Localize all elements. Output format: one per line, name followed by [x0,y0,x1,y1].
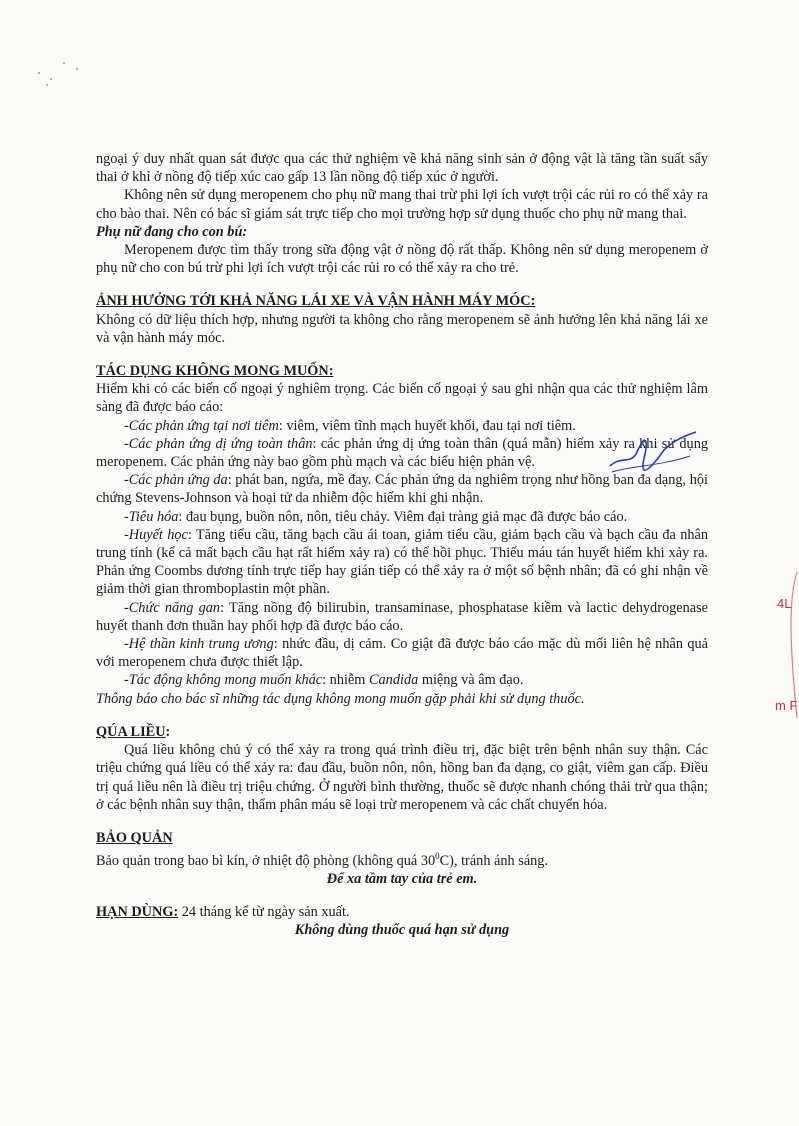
storage-warning: Để xa tầm tay của trẻ em. [326,871,478,888]
stamp-fragment-red [775,568,799,728]
stamp-text: m F [775,698,798,713]
nursing-text: Meropenem được tìm thấy trong sữa động vật ở nồng độ rất thấp. Không nên sử dụng meropenem ở phụ nữ cho con bú trừ phi lợi ích vượt trội các rủi ro có thể xảy ra cho trẻ. [96,242,708,277]
expiry-text: 24 tháng kể từ ngày sản xuất. [178,904,350,921]
adverse-item-text: : viêm, viêm tĩnh mạch huyết khối, đau tại nơi tiêm. [278,417,576,434]
expiry-warning: Không dùng thuốc quá hạn sử dụng [294,922,510,939]
overdose-heading [96,723,708,741]
storage-text [96,847,708,870]
document-body [96,150,708,940]
expiry-line [96,903,708,921]
adverse-item-text: : các phản ứng dị ứng toàn thân (quá mẫn) hiếm xảy ra khi sử dụng meropenem. Các phản ứng này bao gồm phù mạch và các biểu hiện phản vệ. [96,435,708,471]
adverse-item-text: : nhiễm [322,672,369,689]
scan-artifact [36,58,86,88]
adverse-item-text: : Tăng tiểu cầu, tăng bạch cầu ái toan, giảm tiểu cầu, giảm bạch cầu và bạch cầu đa nhân trung tính (kể cả mất bạch cầu hạt rất hiếm xảy ra) có thể hồi phục. Thiếu máu tán huyết hiếm khi xảy ra. Phản ứng Coombs dương tính trực tiếp hay gián tiếp có thể xảy ra ở một số bệnh nhân; đã có ghi nhận về giảm thời gian thromboplastin một phần. [96,526,709,598]
driving-title: ẢNH HƯỞNG TỚI KHẢ NĂNG LÁI XE VÀ VẬN HÀNH MÁY MÓC: [96,293,536,310]
adverse-item [96,526,708,599]
adverse-item-label: -Tác động không mong muốn khác [124,672,323,689]
adverse-item-text: : nhức đầu, dị cảm. Co giật đã được báo cáo mặc dù mối liên hệ nhân quả với meropenem chưa được thiết lập. [96,636,708,671]
candida-term: Candida [369,672,419,689]
nursing-title: Phụ nữ đang cho con bú: [96,223,248,240]
storage-title: BẢO QUẢN [96,829,173,846]
adverse-item-label: -Huyết học [124,526,188,543]
handwritten-signature-mark [600,426,740,486]
adverse-item-label: -Các phản ứng dị ứng toàn thân [124,435,313,452]
stamp-text: 4L [777,596,792,611]
adverse-intro: Hiếm khi có các biến cố ngoại ý nghiêm trọng. Các biến cố ngoại ý sau ghi nhận qua các thử nghiệm lâm sàng đã được báo cáo: [96,381,708,416]
storage-text-end: C), tránh ánh sáng. [439,852,549,869]
overdose-title: QÚA LIỀU [96,723,166,740]
storage-text-main: Bảo quản trong bao bì kín, ở nhiệt độ phòng (không quá 30 [96,852,436,869]
pregnancy-text-2: Không nên sử dụng meropenem cho phụ nữ mang thai trừ phi lợi ích vượt trội các rủi ro có thể xảy ra cho bào thai. Nên có bác sĩ giám sát trực tiếp cho mọi trường hợp sử dụng thuốc cho phụ nữ mang thai. [96,187,708,222]
adverse-item-label: -Các phản ứng tại nơi tiêm [124,417,279,434]
adverse-item-text: : phát ban, ngứa, mề đay. Các phản ứng da nghiêm trọng như hồng ban đa dạng, hội chứng Stevens-Johnson và hoại tử da nhiễm độc hiếm khi ghi nhận. [96,472,708,507]
adverse-item-text: miệng và âm đạo. [418,672,524,689]
degree-superscript: 0 [435,851,440,862]
adverse-item-label: -Chức năng gan [124,599,221,616]
overdose-colon: : [165,723,171,740]
driving-text: Không có dữ liệu thích hợp, nhưng người ta không cho rằng meropenem sẽ ảnh hưởng lên khả năng lái xe và vận hành máy móc. [96,311,708,346]
adverse-item-text: : đau bụng, buồn nôn, nôn, tiêu chảy. Viêm đại tràng giả mạc đã được báo cáo. [178,508,628,525]
adverse-item [96,599,708,635]
adverse-item [96,635,708,671]
pregnancy-text-1: ngoại ý duy nhất quan sát được qua các thử nghiệm về khả năng sinh sản ở động vật là tăng tần suất sẩy thai ở khỉ ở nồng độ tiếp xúc cao gấp 13 lần nồng độ tiếp xúc ở người. [96,151,708,186]
adverse-item-other [96,671,708,689]
adverse-item-label: -Tiêu hóa [124,508,179,525]
overdose-text: Quá liều không chủ ý có thể xảy ra trong quá trình điều trị, đặc biệt trên bệnh nhân suy thận. Các triệu chứng quá liều có thể xảy ra: đau đầu, buồn nôn, nôn, hồng ban đa dạng, co giật, viêm gan cấp. Điều trị quá liều nên là điều trị triệu chứng. Ở người bình thường, thuốc sẽ được nhanh chóng thải trừ qua thận; ở các bệnh nhân suy thận, thẩm phân máu sẽ loại trừ meropenem và các chất chuyển hóa. [96,742,708,813]
adverse-notice: Thông báo cho bác sĩ những tác dụng không mong muốn gặp phải khi sử dụng thuốc. [96,690,585,707]
expiry-title: HẠN DÙNG: [96,904,179,921]
adverse-title: TÁC DỤNG KHÔNG MONG MUỐN: [96,363,334,380]
adverse-item-text: : Tăng nồng độ bilirubin, transaminase, phosphatase kiềm và lactic dehydrogenase huyết thanh đơn thuần hay phối hợp đã được báo cáo. [96,599,709,634]
adverse-item-label: -Các phản ứng da [124,472,228,489]
adverse-item-label: -Hệ thần kinh trung ương [124,636,274,653]
adverse-item [96,508,708,526]
